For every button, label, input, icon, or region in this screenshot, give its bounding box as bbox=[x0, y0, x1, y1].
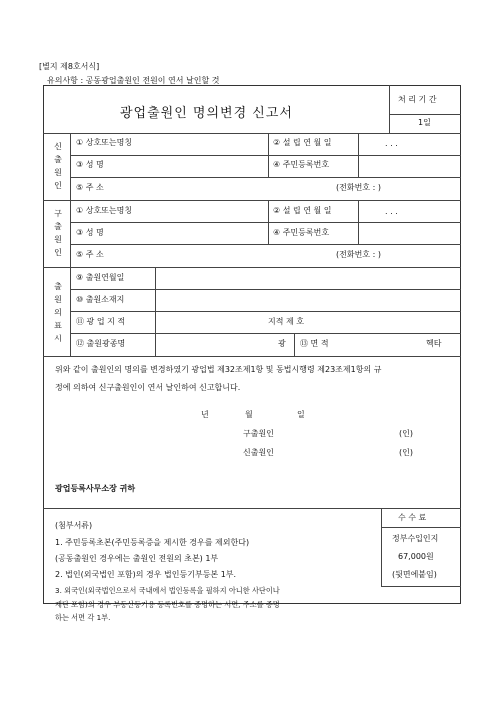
fee-label: 수 수 료 bbox=[398, 513, 427, 522]
attachment-line-3: 2. 법인(외국법인 포함)의 경우 법인등기부등본 1부. bbox=[55, 570, 237, 579]
former-phone-label: (전화번호 : ) bbox=[336, 250, 381, 259]
form-title: 광업출원인 명의변경 신고서 bbox=[120, 106, 293, 121]
mineral-type-label: ⑫ 출원광종명 bbox=[76, 339, 126, 348]
former-name-label: ③ 성 명 bbox=[76, 228, 104, 237]
new-id-number-label: ④ 주민등록번호 bbox=[273, 160, 330, 169]
form-number: [별지 제8호서식] bbox=[39, 62, 100, 71]
new-applicant-label: 신 출 원 인 bbox=[54, 142, 62, 190]
mineral-type-unit: 광 bbox=[278, 339, 286, 348]
new-founding-date-label: ② 설 립 연 월 일 bbox=[273, 138, 332, 147]
new-applicant-seal: (인) bbox=[399, 448, 413, 457]
new-company-name-label: ① 상호또는명칭 bbox=[76, 138, 133, 147]
new-address-label: ⑤ 주 소 bbox=[76, 183, 104, 192]
new-name-label: ③ 성 명 bbox=[76, 160, 104, 169]
mining-cadastre-value: 지적 제 호 bbox=[268, 317, 304, 326]
mining-cadastre-label: ⑪ 광 업 지 적 bbox=[76, 317, 126, 326]
attachments-heading: (첨부서류) bbox=[55, 521, 93, 530]
processing-period-label: 처 리 기 간 bbox=[398, 95, 437, 104]
former-applicant-seal: (인) bbox=[399, 429, 413, 438]
date-month: 월 bbox=[245, 410, 253, 419]
former-address-label: ⑤ 주 소 bbox=[76, 250, 104, 259]
application-date-label: ⑨ 출원연월일 bbox=[76, 273, 125, 282]
former-founding-date-value: . . . bbox=[385, 207, 398, 216]
area-label: ⑬ 면 적 bbox=[300, 339, 329, 348]
former-applicant-signature-label: 구출원인 bbox=[243, 429, 274, 438]
former-company-name-label: ① 상호또는명칭 bbox=[76, 206, 133, 215]
processing-period-value: 1일 bbox=[418, 118, 431, 127]
attachment-line-4: 3. 외국인(외국법인으로서 국내에서 법인등록을 필하지 아니한 사단이나 bbox=[55, 586, 280, 595]
new-phone-label: (전화번호 : ) bbox=[336, 183, 381, 192]
former-founding-date-label: ② 설 립 연 월 일 bbox=[273, 206, 332, 215]
fee-stamp-label: 정부수입인지 bbox=[392, 534, 439, 543]
recipient: 광업등록사무소장 귀하 bbox=[55, 484, 136, 493]
fee-amount: 67,000원 bbox=[398, 552, 434, 561]
former-applicant-label: 구 출 원 인 bbox=[54, 209, 62, 257]
statement-line-1: 위와 같이 출원인의 명의를 변경하였기 광업법 제32조제1항 및 동법시행령 제23조제1항의 규 bbox=[55, 365, 382, 374]
date-year: 년 bbox=[201, 410, 209, 419]
new-founding-date-value: . . . bbox=[385, 139, 398, 148]
attachment-line-2: (공동출원인 경우에는 출원인 전원의 초본) 1부 bbox=[55, 554, 219, 563]
attachment-line-5: 재단 포함)의 경우 부동산등기용 등록번호를 증명하는 서면, 주소를 증명 bbox=[55, 600, 280, 609]
former-id-number-label: ④ 주민등록번호 bbox=[273, 228, 330, 237]
new-applicant-signature-label: 신출원인 bbox=[243, 448, 274, 457]
area-unit: 헥타 bbox=[426, 339, 442, 348]
statement-line-2: 정에 의하여 신구출원인이 연서 날인하여 신고합니다. bbox=[55, 383, 241, 392]
fee-attach-note: (뒷면에붙임) bbox=[392, 570, 437, 579]
application-location-label: ⑩ 출원소재지 bbox=[76, 295, 125, 304]
application-display-label: 출 원 의 표 시 bbox=[54, 282, 62, 343]
attachment-line-6: 하는 서면 각 1부. bbox=[55, 613, 111, 622]
caution-note: 유의사항 : 공동광업출원인 전원이 연서 날인할 것 bbox=[47, 76, 220, 85]
attachment-line-1: 1. 주민등록초본(주민등록증을 제시한 경우를 제외한다) bbox=[55, 538, 250, 547]
date-day: 일 bbox=[297, 410, 305, 419]
